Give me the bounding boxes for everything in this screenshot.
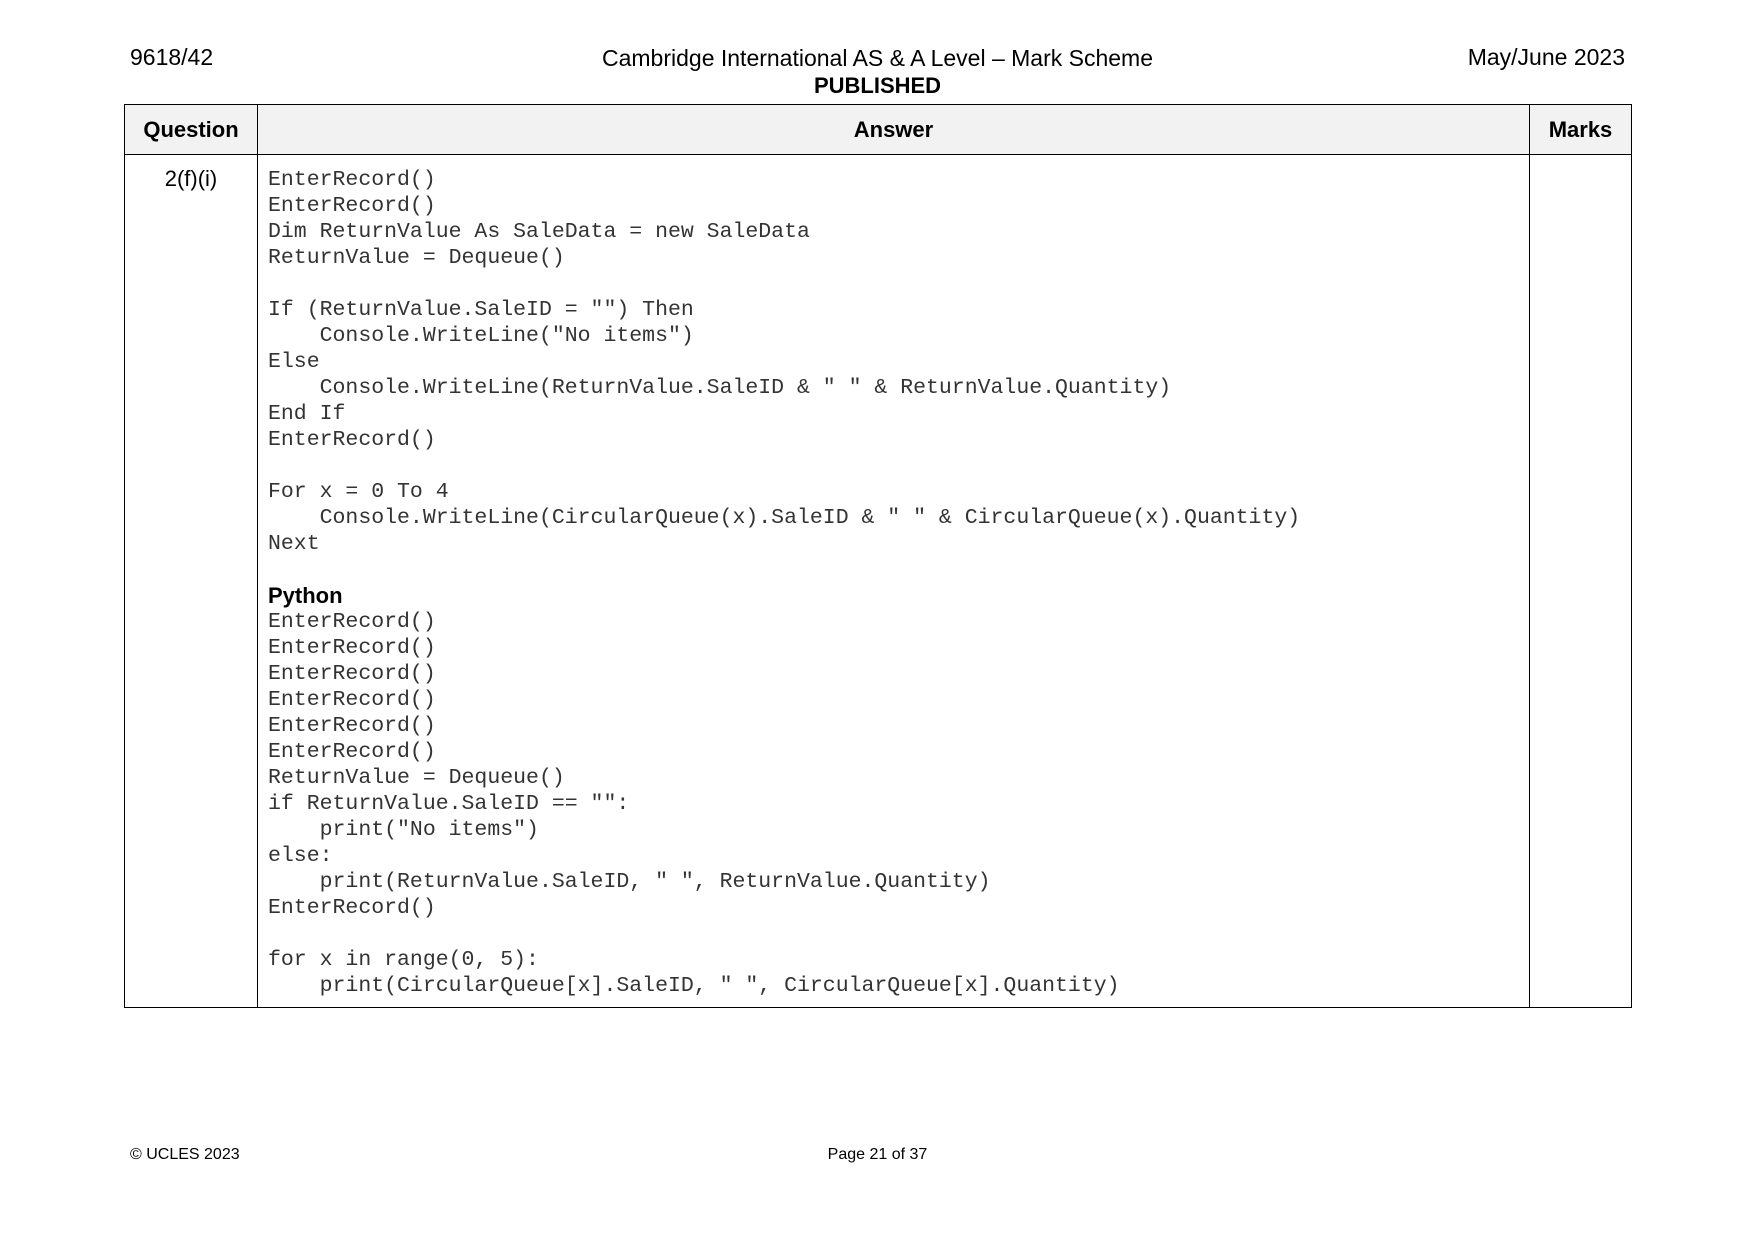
python-heading: Python: [268, 583, 343, 608]
published-label: PUBLISHED: [813, 73, 942, 98]
spacer: [268, 453, 1519, 479]
marks-column-header: Marks: [1530, 105, 1632, 155]
paper-code: 9618/42: [130, 44, 214, 70]
document-title: Cambridge International AS & A Level – Mark Scheme: [601, 45, 1154, 71]
table-row: [125, 155, 1632, 1008]
copyright-notice: © UCLES 2023: [130, 1146, 240, 1163]
vb-code-block-1: EnterRecord() EnterRecord() Dim ReturnValue As SaleData = new SaleData ReturnValue = Dequeue(): [268, 168, 810, 270]
marks-cell: [1530, 155, 1632, 1008]
python-code-block-2: for x in range(0, 5): print(CircularQueue[x].SaleID, " ", CircularQueue[x].Quantity): [268, 948, 1120, 998]
vb-code-block-3: For x = 0 To 4 Console.WriteLine(CircularQueue(x).SaleID & " " & CircularQueue(x).Quantity) Next: [268, 480, 1301, 556]
vb-code-block-2: If (ReturnValue.SaleID = "") Then Console.WriteLine("No items") Else Console.WriteLine(ReturnValue.SaleID & " " & ReturnValue.Quantity) End If EnterRecord(): [268, 298, 1172, 452]
mark-scheme-table: [124, 104, 1632, 1008]
answer-column-header: Answer: [258, 105, 1530, 155]
answer-cell: [258, 155, 1530, 1008]
spacer: [268, 921, 1519, 947]
question-number: 2(f)(i): [125, 155, 258, 1008]
question-column-header: Question: [125, 105, 258, 155]
spacer: [268, 557, 1519, 583]
python-code-block-1: EnterRecord() EnterRecord() EnterRecord() EnterRecord() EnterRecord() EnterRecord() ReturnValue = Dequeue() if ReturnValue.SaleID == "": print("No items") else: print(ReturnValue.SaleID, " ", ReturnValue.Quantity) EnterRecord(): [268, 610, 991, 920]
exam-session: May/June 2023: [1467, 44, 1625, 70]
table-header-row: [125, 105, 1632, 155]
spacer: [268, 271, 1519, 297]
page-number: Page 21 of 37: [827, 1146, 928, 1163]
